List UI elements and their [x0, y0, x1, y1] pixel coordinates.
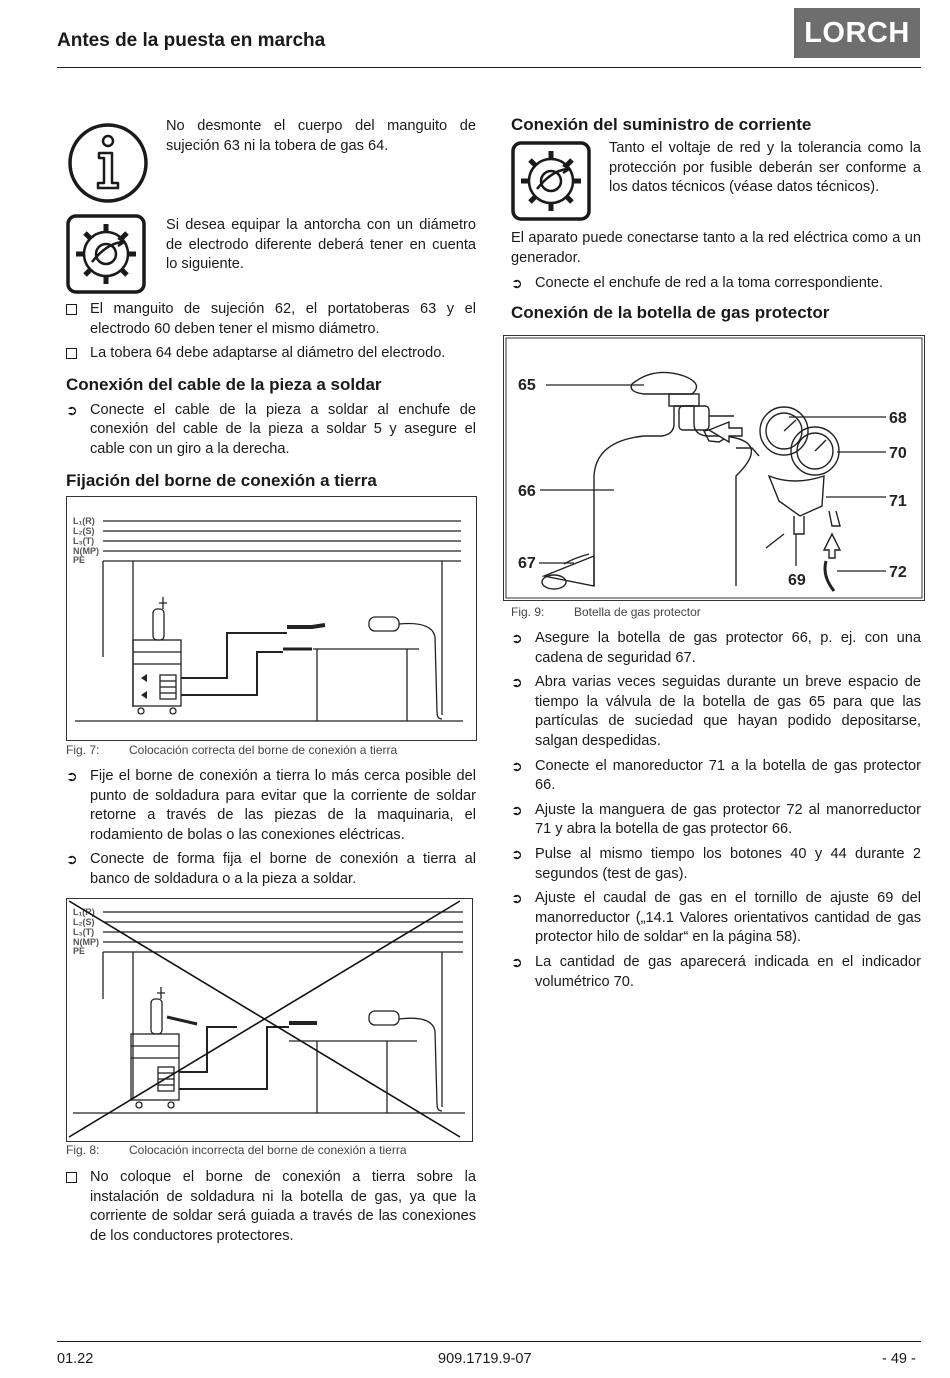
fig7-caption: Fig. 7: Colocación correcta del borne de conexión a tierra: [66, 743, 398, 757]
info-note-text: No desmonte el cuerpo del manguito de sujeción 63 ni la tobera de gas 64.: [166, 118, 476, 154]
right-column-bottom: [511, 629, 921, 997]
header-rule: [57, 67, 921, 68]
fig8-line-label-l2: L₂(S): [73, 917, 95, 927]
checkbox-icon: [66, 1172, 77, 1183]
fig9-label-68: 68: [889, 410, 907, 427]
info-icon: [66, 121, 150, 205]
arrow-right-icon: ➲: [66, 851, 78, 868]
power-note-block: [511, 139, 921, 221]
gas-step-4: ➲ Ajuste la manguera de gas protector 72 al manorreductor 71 y abra la botella de gas protector 66.: [511, 801, 921, 840]
gas-step-2: ➲ Abra varias veces seguidas durante un breve espacio de tiempo la válvula de la botella de gas 65 para que las partículas de suciedad que hayan podido depositarse, salgan despedidas.: [511, 673, 921, 751]
figure-8-incorrect-ground: [66, 898, 473, 1142]
arrow-right-icon: ➲: [511, 275, 523, 292]
fig9-label-67: 67: [518, 555, 536, 572]
footer-date: 01.22: [57, 1351, 94, 1367]
arrow-right-icon: ➲: [511, 674, 523, 691]
fig9-label-72: 72: [889, 564, 907, 581]
ground-heading: Fijación del borne de conexión a tierra: [66, 470, 377, 490]
arrow-right-icon: ➲: [66, 401, 78, 418]
check-item-1: El manguito de sujeción 62, el portatoberas 63 y el electrodo 60 deben tener el mismo diámetro.: [66, 300, 476, 339]
fig9-label-66: 66: [518, 483, 536, 500]
fig8-caption: Fig. 8: Colocación incorrecta del borne de conexión a tierra: [66, 1143, 407, 1157]
figure-7-correct-ground: [66, 496, 477, 741]
cable-step: ➲ Conecte el cable de la pieza a soldar al enchufe de conexión del cable de la pieza a soldar 5 y asegure el cable con un giro a la derecha.: [66, 401, 476, 460]
fig8-line-label-l3: L₃(T): [73, 927, 95, 937]
info-note-block: [66, 117, 476, 205]
arrow-right-icon: ➲: [511, 890, 523, 907]
checkbox-icon: [66, 348, 77, 359]
gas-heading: Conexión de la botella de gas protector: [511, 302, 830, 322]
fig9-label-70: 70: [889, 445, 907, 462]
tech-note-block: [66, 219, 476, 294]
fig8-diagram: [67, 899, 472, 1141]
gas-step-5: ➲ Pulse al mismo tiempo los botones 40 y 44 durante 2 segundos (test de gas).: [511, 845, 921, 884]
left-column-top: [66, 117, 476, 497]
gear-settings-icon: [511, 141, 591, 221]
fig8-line-label-n: N(MP): [73, 937, 99, 947]
fig9-label-65: 65: [518, 377, 536, 394]
gas-step-3: ➲ Conecte el manoreductor 71 a la botella de gas protector 66.: [511, 757, 921, 796]
fig9-caption: Fig. 9: Botella de gas protector: [511, 605, 701, 619]
lorch-logo: LORCH: [794, 8, 920, 58]
fig7-line-label-pe: PE: [73, 555, 86, 565]
fig8-line-label-l1: L₁(R): [73, 907, 95, 917]
arrow-right-icon: ➲: [511, 953, 523, 970]
ground-step-1: ➲ Fije el borne de conexión a tierra lo más cerca posible del punto de soldadura para evitar que la corriente de soldar retorne a través de las piezas de la maquinaria, el rodamiento de bolas o las conexiones eléctricas.: [66, 767, 476, 845]
fig7-line-label-l2: L₂(S): [73, 526, 95, 536]
fig7-line-label-n: N(MP): [73, 546, 99, 556]
power-note-text: Tanto el voltaje de red y la tolerancia como la protección por fusible deberán ser conforme a los datos técnicos (véase datos técnicos).: [609, 140, 921, 196]
fig9-diagram: [504, 336, 924, 600]
gas-step-7: ➲ La cantidad de gas aparecerá indicada en el indicador volumétrico 70.: [511, 953, 921, 992]
fig9-label-71: 71: [889, 493, 907, 510]
arrow-right-icon: ➲: [511, 801, 523, 818]
right-column-top: [511, 114, 921, 329]
power-heading: Conexión del suministro de corriente: [511, 115, 812, 134]
cable-heading: Conexión del cable de la pieza a soldar: [66, 374, 382, 394]
arrow-right-icon: ➲: [511, 757, 523, 774]
arrow-right-icon: ➲: [511, 845, 523, 862]
fig7-line-label-l3: L₃(T): [73, 536, 95, 546]
left-column-middle: [66, 767, 476, 895]
figure-9-gas-bottle: [503, 335, 925, 601]
ground-step-2: ➲ Conecte de forma fija el borne de conexión a tierra al banco de soldadura o a la pieza a soldar.: [66, 850, 476, 889]
check-item-2: La tobera 64 debe adaptarse al diámetro del electrodo.: [66, 344, 476, 365]
power-paragraph: El aparato puede conectarse tanto a la red eléctrica como a un generador.: [511, 230, 921, 266]
checkbox-icon: [66, 304, 77, 315]
footer-doc-number: 909.1719.9-07: [438, 1351, 532, 1367]
arrow-right-icon: ➲: [511, 630, 523, 646]
gas-step-6: ➲ Ajuste el caudal de gas en el tornillo de ajuste 69 del manorreductor („14.1 Valores orientativos cantidad de gas protector hilo de soldar“ en la página 58).: [511, 889, 921, 948]
arrow-right-icon: ➲: [66, 768, 78, 784]
fig9-label-69: 69: [788, 572, 806, 589]
footer-page-number: - 49 -: [882, 1351, 916, 1367]
power-step: ➲ Conecte el enchufe de red a la toma correspondiente.: [511, 274, 921, 294]
fig7-diagram: [67, 497, 476, 740]
final-check-item: No coloque el borne de conexión a tierra sobre la instalación de soldadura ni la botella de gas, ya que la corriente de soldar será guiada a través de las conexiones de los conductores protectores.: [66, 1168, 476, 1246]
footer-rule: [57, 1341, 921, 1342]
page-title: Antes de la puesta en marcha: [57, 30, 326, 51]
left-column-bottom: [66, 1168, 476, 1251]
gear-settings-icon: [66, 214, 146, 294]
gas-step-1: ➲ Asegure la botella de gas protector 66, p. ej. con una cadena de seguridad 67.: [511, 629, 921, 668]
tech-note-text: Si desea equipar la antorcha con un diámetro de electrodo diferente deberá tener en cuenta lo siguiente.: [166, 217, 476, 273]
fig8-line-label-pe: PE: [73, 946, 86, 956]
fig7-line-label-l1: L₁(R): [73, 516, 95, 526]
